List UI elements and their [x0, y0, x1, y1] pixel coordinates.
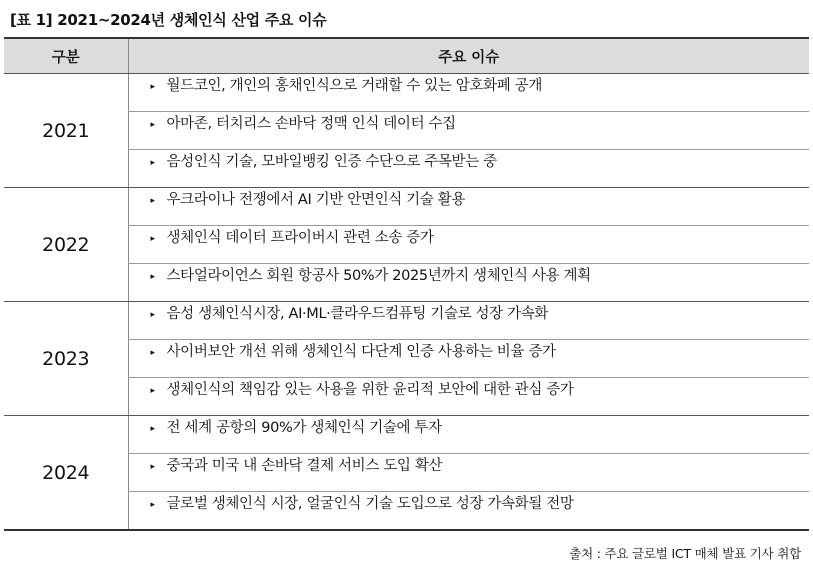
- issue-cell: [128, 302, 809, 340]
- list-item: [129, 378, 810, 415]
- issue-text: 생체인식 데이터 프라이버시 관련 소송 증가: [166, 230, 434, 246]
- bullet-triangle-icon: ▸: [150, 424, 155, 434]
- source-note: 출처 : 주요 글로벌 ICT 매체 발표 기사 취합: [569, 546, 801, 561]
- issue-text: 생체인식의 책임감 있는 사용을 위한 윤리적 보안에 대한 관심 증가: [166, 382, 574, 398]
- bullet-triangle-icon: ▸: [150, 82, 155, 92]
- list-item: [129, 188, 810, 225]
- table-header-row: [4, 38, 809, 74]
- year-cell-2023: 2023: [4, 302, 128, 416]
- table-row: [4, 74, 809, 112]
- bullet-triangle-icon: ▸: [150, 272, 155, 282]
- bullet-triangle-icon: ▸: [150, 234, 155, 244]
- bullet-triangle-icon: ▸: [150, 348, 155, 358]
- table-caption: [표 1] 2021~2024년 생체인식 산업 주요 이슈: [10, 11, 327, 29]
- issue-text: 음성 생체인식시장, AI·ML·클라우드컴퓨팅 기술로 성장 가속화: [166, 306, 549, 322]
- list-item: [129, 492, 810, 529]
- bullet-triangle-icon: ▸: [150, 500, 155, 510]
- issue-text: 음성인식 기술, 모바일뱅킹 인증 수단으로 주목받는 중: [166, 154, 497, 170]
- table-row: [4, 416, 809, 454]
- year-cell-2022: 2022: [4, 188, 128, 302]
- year-cell-2021: 2021: [4, 74, 128, 188]
- issue-cell: [128, 150, 809, 188]
- bullet-triangle-icon: ▸: [150, 462, 155, 472]
- year-cell-2024: 2024: [42, 461, 90, 484]
- issue-cell: [128, 226, 809, 264]
- header-category: 구분: [4, 38, 128, 74]
- list-item: [129, 340, 810, 377]
- bullet-triangle-icon: ▸: [150, 386, 155, 396]
- table-row: [4, 302, 809, 340]
- issue-cell: [128, 112, 809, 150]
- table-row: [4, 188, 809, 226]
- bullet-triangle-icon: ▸: [150, 196, 155, 206]
- issue-text: 스타얼라이언스 회원 항공사 50%가 2025년까지 생체인식 사용 계획: [166, 268, 591, 284]
- issue-cell: [128, 454, 809, 492]
- issue-text: 중국과 미국 내 손바닥 결제 서비스 도입 확산: [166, 458, 443, 474]
- list-item: [129, 264, 810, 301]
- bullet-triangle-icon: ▸: [150, 120, 155, 130]
- issue-text: 전 세계 공항의 90%가 생체인식 기술에 투자: [166, 420, 442, 436]
- bullet-triangle-icon: ▸: [150, 158, 155, 168]
- issues-table: [4, 37, 809, 531]
- list-item: [129, 74, 810, 111]
- issue-cell: [128, 492, 809, 531]
- list-item: [129, 226, 810, 263]
- header-issues: 주요 이슈: [128, 38, 809, 74]
- issue-text: 아마존, 터치리스 손바닥 정맥 인식 데이터 수집: [166, 116, 456, 132]
- issue-cell: [128, 188, 809, 226]
- bullet-triangle-icon: ▸: [150, 310, 155, 320]
- issue-cell: [128, 340, 809, 378]
- list-item: [129, 416, 810, 453]
- issue-text: 글로벌 생체인식 시장, 얼굴인식 기술 도입으로 성장 가속화될 전망: [166, 496, 574, 512]
- issue-text: 우크라이나 전쟁에서 AI 기반 안면인식 기술 활용: [166, 192, 466, 208]
- issue-text: 사이버보안 개선 위해 생체인식 다단계 인증 사용하는 비율 증가: [166, 344, 556, 360]
- list-item: [129, 112, 810, 149]
- issue-cell: [128, 74, 809, 112]
- list-item: [129, 150, 810, 187]
- issue-text: 월드코인, 개인의 홍채인식으로 거래할 수 있는 암호화폐 공개: [166, 78, 542, 94]
- issue-cell: [128, 416, 809, 454]
- list-item: [129, 454, 810, 491]
- issue-cell: [128, 264, 809, 302]
- list-item: [129, 302, 810, 339]
- issue-cell: [128, 378, 809, 416]
